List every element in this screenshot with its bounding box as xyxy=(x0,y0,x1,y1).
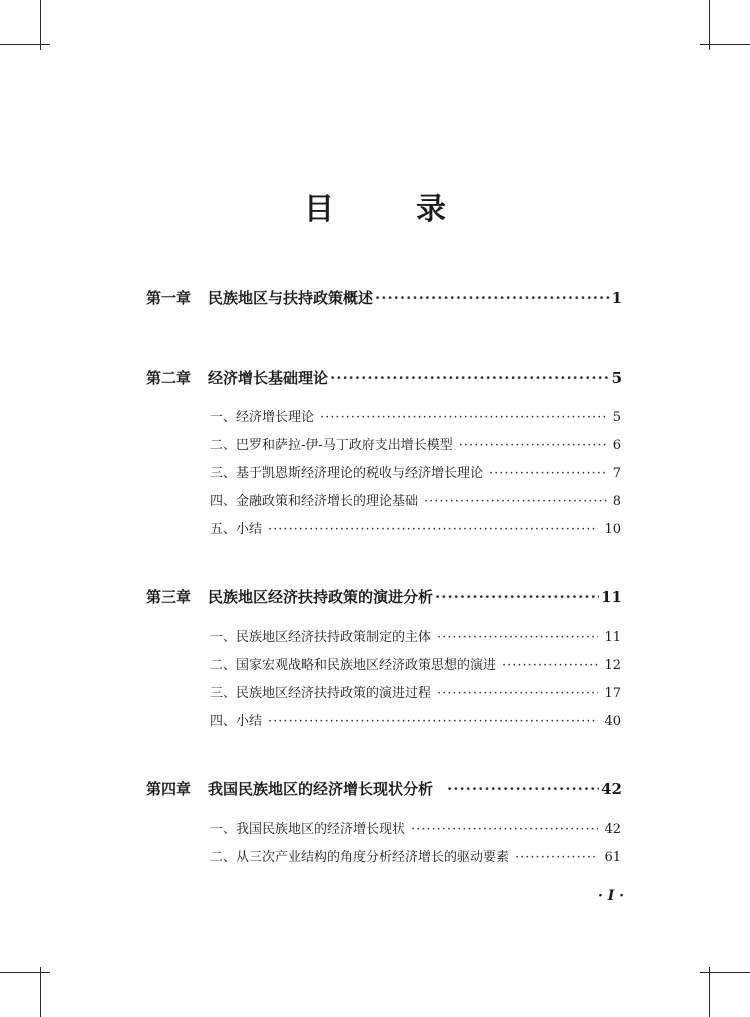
dot-leader xyxy=(489,466,607,481)
section-page-number: 10 xyxy=(604,522,621,537)
toc-section[interactable] xyxy=(210,654,621,673)
section-page-number: 5 xyxy=(612,410,621,425)
section-title: 三、民族地区经济扶持政策的演进过程 xyxy=(210,686,432,701)
section-title: 二、巴罗和萨拉-伊-马丁政府支出增长模型 xyxy=(210,438,453,453)
toc-section[interactable] xyxy=(210,406,621,425)
toc-section[interactable] xyxy=(210,490,621,509)
section-title: 四、小结 xyxy=(210,714,263,729)
section-title: 一、民族地区经济扶持政策制定的主体 xyxy=(210,630,432,645)
chapter-title: 经济增长基础理论 xyxy=(208,369,329,387)
chapter-page-number: 42 xyxy=(601,780,622,798)
toc-section[interactable] xyxy=(210,462,621,481)
dot-leader xyxy=(268,714,598,729)
section-title: 四、金融政策和经济增长的理论基础 xyxy=(210,494,419,509)
chapter-number: 第一章 xyxy=(146,289,192,307)
chapter-label xyxy=(146,287,373,308)
dot-leader xyxy=(375,289,610,307)
dot-leader xyxy=(424,494,607,509)
dot-leader xyxy=(437,630,598,645)
dot-leader xyxy=(447,780,599,798)
section-title: 五、小结 xyxy=(210,522,263,537)
toc-section[interactable] xyxy=(210,518,621,537)
chapter-page-number: 1 xyxy=(611,289,622,307)
section-page-number: 11 xyxy=(604,630,621,645)
toc-section[interactable] xyxy=(210,846,621,865)
toc-section[interactable] xyxy=(210,626,621,645)
section-page-number: 40 xyxy=(604,714,621,729)
chapter-label xyxy=(146,586,433,607)
toc-chapter-4[interactable] xyxy=(146,778,622,799)
section-title: 三、基于凯恩斯经济理论的税收与经济增长理论 xyxy=(210,466,484,481)
toc-section[interactable] xyxy=(210,434,621,453)
chapter-label xyxy=(146,367,328,388)
section-page-number: 12 xyxy=(604,658,621,673)
toc-chapter-1[interactable] xyxy=(146,287,622,308)
dot-leader xyxy=(459,438,607,453)
dot-leader xyxy=(411,822,598,837)
chapter-number: 第四章 xyxy=(146,780,192,798)
dot-leader xyxy=(435,588,599,606)
section-page-number: 6 xyxy=(612,438,621,453)
page-title: 目 录 xyxy=(304,192,472,227)
chapter-title: 民族地区与扶持政策概述 xyxy=(208,289,374,307)
toc-chapter-2[interactable] xyxy=(146,367,622,388)
toc-section[interactable] xyxy=(210,710,621,729)
toc-section[interactable] xyxy=(210,682,621,701)
page-folio: · I · xyxy=(597,888,624,904)
chapter-number: 第三章 xyxy=(146,588,192,606)
toc-section[interactable] xyxy=(210,818,621,837)
section-title: 二、国家宏观战略和民族地区经济政策思想的演进 xyxy=(210,658,497,673)
dot-leader xyxy=(502,658,598,673)
dot-leader xyxy=(268,522,598,537)
toc-chapter-3[interactable] xyxy=(146,586,622,607)
dot-leader xyxy=(330,369,610,387)
dot-leader xyxy=(437,686,598,701)
section-title: 二、从三次产业结构的角度分析经济增长的驱动要素 xyxy=(210,850,510,865)
section-page-number: 17 xyxy=(604,686,621,701)
section-title: 一、我国民族地区的经济增长现状 xyxy=(210,822,406,837)
section-page-number: 8 xyxy=(612,494,621,509)
dot-leader xyxy=(320,410,607,425)
chapter-label xyxy=(146,778,433,799)
section-title: 一、经济增长理论 xyxy=(210,410,315,425)
chapter-page-number: 5 xyxy=(611,369,622,387)
section-page-number: 61 xyxy=(604,850,621,865)
chapter-page-number: 11 xyxy=(601,588,622,606)
section-page-number: 7 xyxy=(612,466,621,481)
chapter-number: 第二章 xyxy=(146,369,192,387)
section-page-number: 42 xyxy=(604,822,621,837)
chapter-title: 民族地区经济扶持政策的演进分析 xyxy=(208,588,434,606)
dot-leader xyxy=(515,850,598,865)
chapter-title: 我国民族地区的经济增长现状分析 xyxy=(208,780,434,798)
